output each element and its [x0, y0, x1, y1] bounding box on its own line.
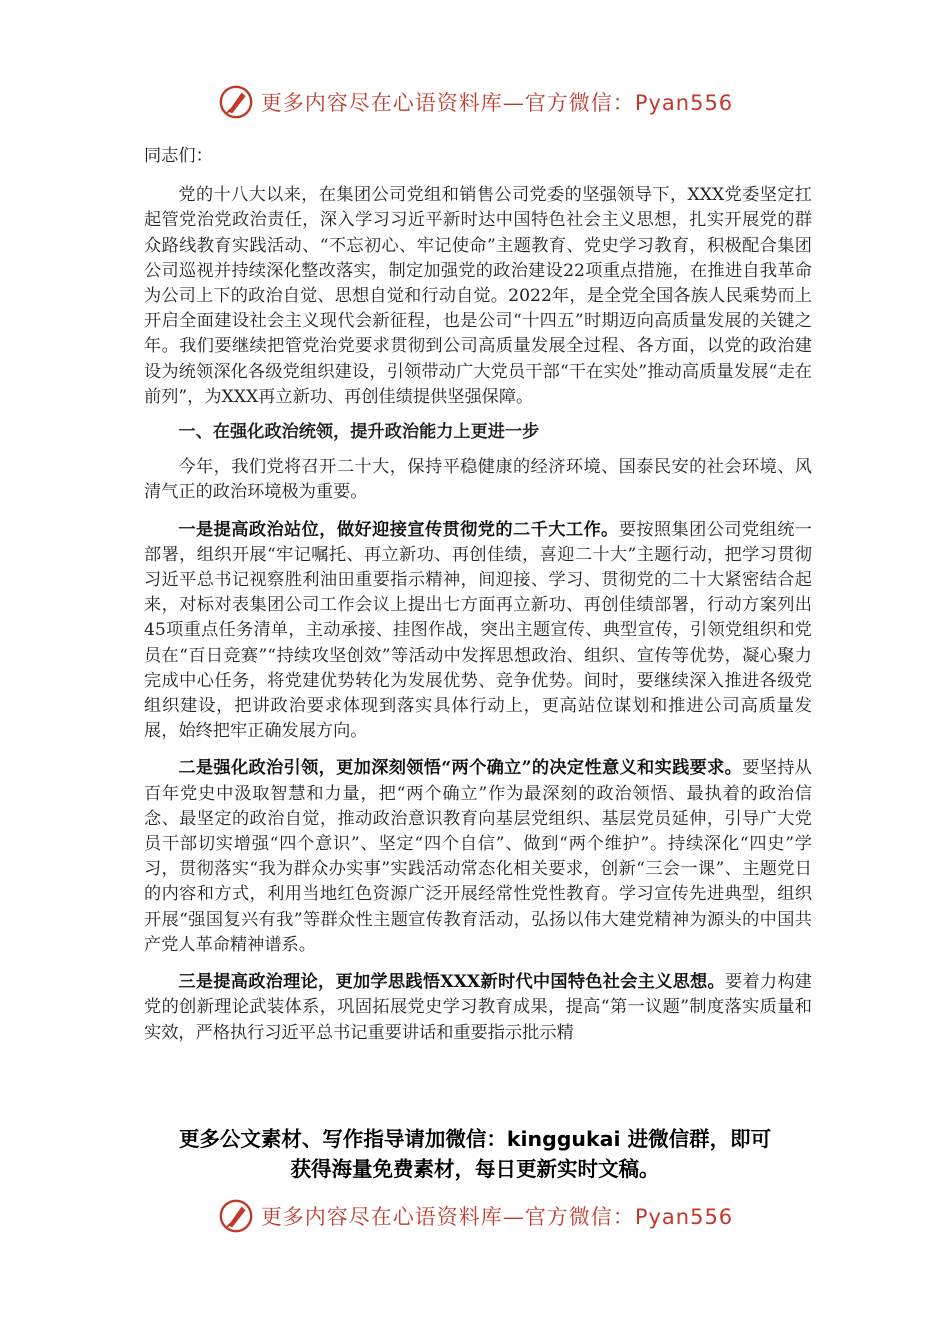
section1-heading: 一、在强化政治统领，提升政治能力上更进一步: [178, 422, 540, 443]
promo-line-2: 获得海量免费素材，每日更新实时文稿。: [290, 1157, 660, 1181]
point3-paragraph: [144, 970, 812, 1046]
point1-lead: 一是提高政治站位，做好迎接宣传贯彻党的二千大工作。: [178, 519, 619, 540]
header-brand: [261, 87, 733, 117]
point2-paragraph: [144, 756, 812, 958]
promo-banner: [100, 1124, 850, 1184]
page-header-watermark: [0, 80, 950, 124]
salutation: 同志们：: [144, 146, 213, 166]
header-wechat-label: 官方微信：: [524, 91, 635, 115]
header-brand-text: 更多内容尽在心语资料库: [260, 91, 503, 115]
fountain-pen-logo-icon: [217, 1197, 255, 1235]
point2-lead: 二是强化政治引领，更加深刻领悟“两个确立”的决定性意义和实践要求。: [178, 758, 743, 779]
footer-brand-text: 更多内容尽在心语资料库: [260, 1205, 503, 1229]
document-body: [144, 144, 812, 1046]
promo-line-1: 更多公文素材、写作指导请加微信：kinggukai 进微信群，即可: [178, 1127, 772, 1151]
point3-lead: 三是提高政治理论，更加学思践悟XXX新时代中国特色社会主义思想。: [178, 972, 725, 993]
footer-wechat-label: 官方微信：: [524, 1205, 635, 1229]
header-wechat-id: Pyan556: [634, 91, 734, 115]
point1-text: 要按照集团公司党组统一部署，组织开展“牢记嘱托、再立新功、再创佳绩，喜迎二十大”主题行动，把学习贯彻习近平总书记视察胜利油田重要指示精神，间迎接、学习、贯彻党的二十大紧密结合起来，对标对表集团公司工作会议上提出七方面再立新功、再创佳绩部署，行动方案列出45项重点任务清单，主动承接、挂图作战，突出主题宣传、典型宣传，引领党组织和党员在“百日竞赛”“持续攻坚创效”等活动中发挥思想政治、组织、宣传等优势，凝心聚力完成中心任务，将党建优势转化为发展优势、竞争优势。间时，要继续深入推进各级党组织建设，把讲政治要求体现到落实具体行动上，更高站位谋划和推进公司高质量发展，始终把牢正确发展方向。: [144, 519, 812, 742]
fountain-pen-logo-icon: [217, 83, 255, 121]
intro-paragraph: 党的十八大以来，在集团公司党组和销售公司党委的坚强领导下，XXX党委坚定扛起管党治党政治责任，深入学习习近平新时达中国特色社会主义思想，扎实开展党的群众路线教育实践活动、“不忘初心、牢记使命”主题教育、党史学习教育，积极配合集团公司巡视并持续深化整改落实，制定加强党的政治建设22项重点措施，在推进自我革命为公司上下的政治自觉、思想自觉和行动自觉。2022年，是全党全国各族人民乘势而上开启全面建设社会主义现代会新征程，也是公司“十四五”时期迈向高质量发展的关键之年。我们要继续把管党治党要求贯彻到公司高质量发展全过程、各方面，以党的政治建设为统领深化各级党组织建设，引领带动广大党员干部“干在实处”推动高质量发展“走在前列”，为XXX再立新功、再创佳绩提供坚强保障。: [144, 185, 812, 407]
point2-text: 要坚持从百年党史中汲取智慧和力量，把“两个确立”作为最深刻的政治领悟、最执着的政治信念、最坚定的政治自觉，推动政治意识教育向基层党组织、基层党员延伸，引导广大党员干部切实增强“四个意识”、坚定“四个自信”、做到“两个维护”。持续深化“四史”学习，贯彻落实“我为群众办实事”实践活动常态化相关要求，创新“三会一课”、主题党日的内容和方式，利用当地红色资源广泛开展经常性党性教育。学习宣传先进典型，组织开展“强国复兴有我”等群众性主题宣传教育活动，弘扬以伟大建党精神为源头的中国共产党人革命精神谱系。: [144, 758, 812, 955]
page-footer-watermark: [0, 1194, 950, 1238]
header-separator: —: [502, 91, 525, 115]
point1-paragraph: [144, 518, 812, 745]
footer-wechat-id: Pyan556: [634, 1205, 734, 1229]
footer-separator: —: [502, 1205, 525, 1229]
section1-intro-paragraph: 今年，我们党将召开二十大，保持平稳健康的经济环境、国泰民安的社会环境、风清气正的政治环境极为重要。: [144, 457, 812, 503]
point3-text: 要着力构建党的创新理论武装体系，巩固拓展党史学习教育成果，提高“第一议题”制度落实质量和实效，严格执行习近平总书记重要讲话和重要指示批示精: [144, 972, 812, 1043]
footer-brand: [261, 1201, 733, 1231]
